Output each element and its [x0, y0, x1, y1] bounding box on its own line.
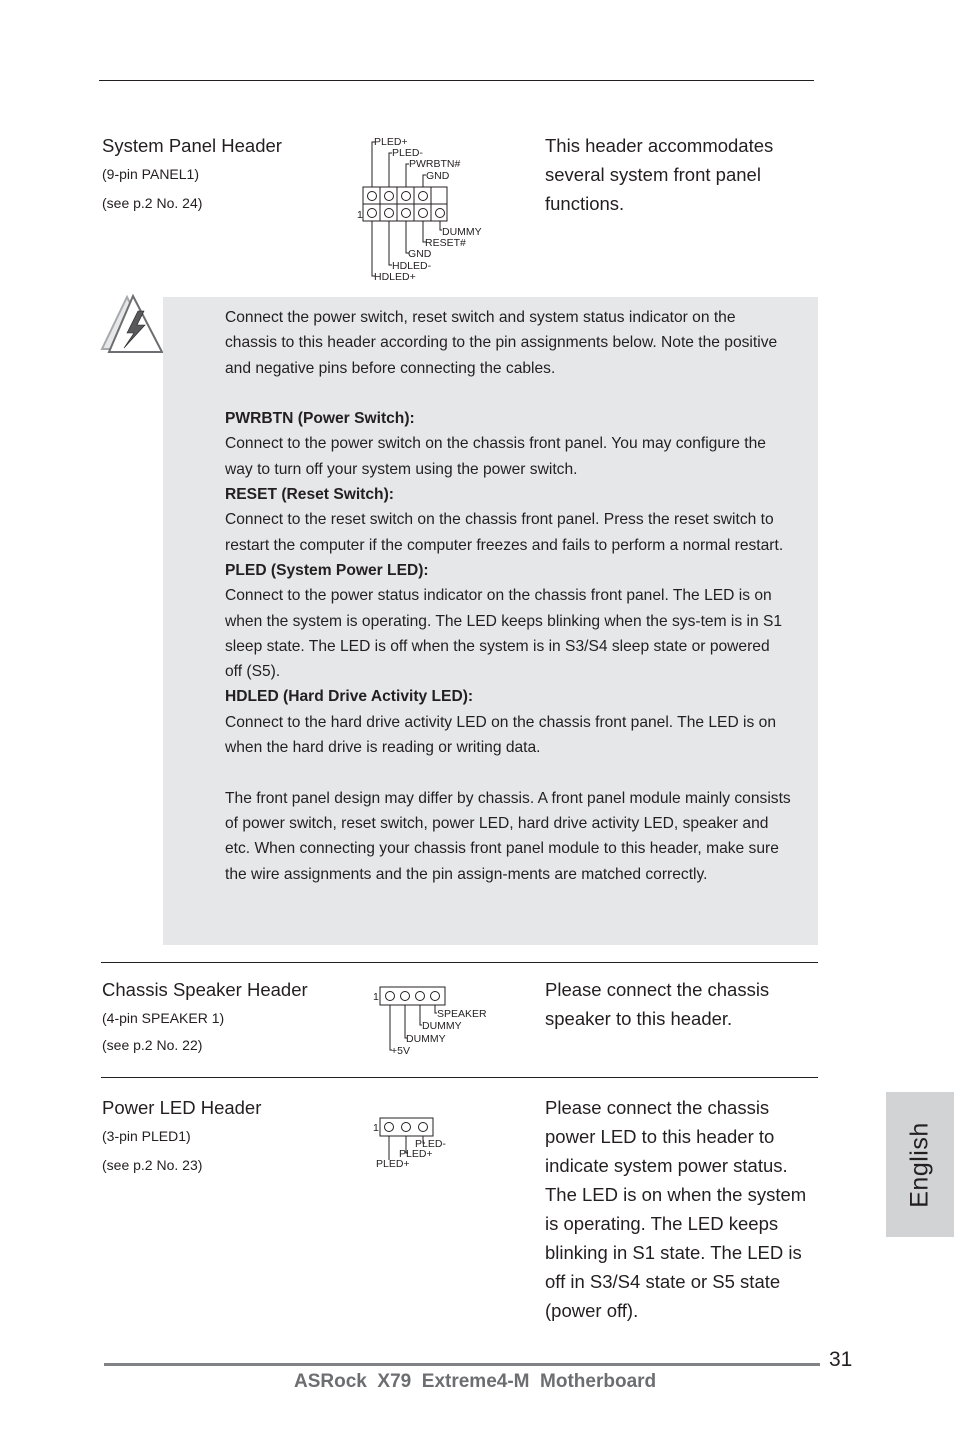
system-panel-pin-label: GND: [426, 170, 450, 182]
speaker-pin1-label: 1: [373, 991, 379, 1003]
reset-heading: RESET (Reset Switch):: [225, 486, 394, 504]
power-led-pins: (3-pin PLED1): [102, 1128, 191, 1144]
hdled-heading: HDLED (Hard Drive Activity LED):: [225, 688, 474, 706]
power-led-pin-label: PLED-: [415, 1138, 446, 1150]
power-led-pin1-label: 1: [373, 1122, 379, 1134]
system-panel-pins: (9-pin PANEL1): [102, 166, 200, 182]
power-led-title: Power LED Header: [102, 1097, 262, 1118]
pled-text: Connect to the power status indicator on the chassis front panel. The LED is on when the system is operating. The LED keeps blinking when the sys-tem is in S1 sleep state. The LED is off when the system is in S3/S4 sleep state or powered off (S5).: [225, 587, 783, 681]
speaker-pin-label: SPEAKER: [437, 1008, 487, 1020]
note-text: [225, 305, 791, 887]
system-panel-ref: (see p.2 No. 24): [102, 195, 203, 211]
power-led-connector-outline: [380, 1118, 433, 1136]
page-number: 31: [829, 1348, 853, 1371]
speaker-pin-label: DUMMY: [406, 1033, 446, 1045]
system-panel-title: System Panel Header: [102, 135, 282, 156]
footer-rule: [104, 1363, 820, 1366]
system-panel-pin-diagram: [352, 132, 492, 284]
section-divider: [101, 1077, 818, 1078]
note-intro: Connect the power switch, reset switch and system status indicator on the chassis to this header according to the pin assignments below. Note the positive and negative pins before connecting the cables.: [225, 309, 778, 377]
speaker-pins: (4-pin SPEAKER 1): [102, 1010, 225, 1026]
hdled-text: Connect to the hard drive activity LED on the chassis front panel. The LED is on when the hard drive is reading or writing data.: [225, 713, 776, 757]
speaker-description: Please connect the chassis speaker to this header.: [545, 979, 770, 1029]
speaker-pin-diagram: [370, 984, 490, 1058]
language-tab: [886, 1092, 954, 1237]
system-panel-pin-label: GND: [408, 248, 432, 260]
system-panel-pin-label: HDLED-: [392, 260, 432, 272]
speaker-pin-label: +5V: [391, 1045, 410, 1057]
power-led-pin-diagram: [370, 1114, 460, 1170]
power-led-description: Please connect the chassis power LED to this header to indicate system power status. The LED is on when the system is operating. The LED keeps blinking in S1 state. The LED is off in S3/S4 state or S5 state (power off).: [545, 1097, 807, 1321]
system-panel-pin-label: HDLED+: [374, 271, 416, 283]
language-label: English: [905, 1121, 934, 1208]
system-panel-description: This header accommodates several system front panel functions.: [545, 135, 774, 214]
note-outro: The front panel design may differ by chassis. A front panel module mainly consists of power switch, reset switch, power LED, hard drive activity LED, speaker and etc. When connecting your chassis front panel module to this header, make sure the wire assignments and the pin assign-ments are matched correctly.: [225, 789, 791, 883]
speaker-pin-label: DUMMY: [422, 1020, 462, 1032]
system-panel-pin-label: PLED-: [392, 147, 423, 159]
power-led-ref: (see p.2 No. 23): [102, 1157, 203, 1173]
system-panel-pin-label: RESET#: [425, 237, 466, 249]
reset-text: Connect to the reset switch on the chassis front panel. Press the reset switch to restart the computer if the computer freezes and fails to perform a normal restart.: [225, 511, 784, 554]
top-rule: [99, 80, 814, 81]
pled-heading: PLED (System Power LED):: [225, 561, 429, 579]
system-panel-pin-label: DUMMY: [442, 226, 482, 238]
pwrbtn-text: Connect to the power switch on the chassis front panel. You may configure the way to turn off your system using the power switch.: [225, 435, 766, 478]
speaker-title: Chassis Speaker Header: [102, 979, 308, 1000]
power-led-pin-label: PLED+: [399, 1148, 433, 1160]
speaker-connector-outline: [380, 987, 445, 1005]
system-panel-pin-label: PLED+: [374, 136, 408, 148]
footer-title: ASRock X79 Extreme4-M Motherboard: [294, 1371, 657, 1392]
section-divider: [101, 962, 818, 963]
system-panel-pin1-label: 1: [357, 209, 363, 221]
system-panel-pin-label: PWRBTN#: [409, 158, 461, 170]
speaker-ref: (see p.2 No. 22): [102, 1037, 203, 1053]
caution-lightning-icon: [100, 294, 164, 356]
power-led-pin-label: PLED+: [376, 1158, 410, 1170]
pwrbtn-heading: PWRBTN (Power Switch):: [225, 410, 415, 428]
